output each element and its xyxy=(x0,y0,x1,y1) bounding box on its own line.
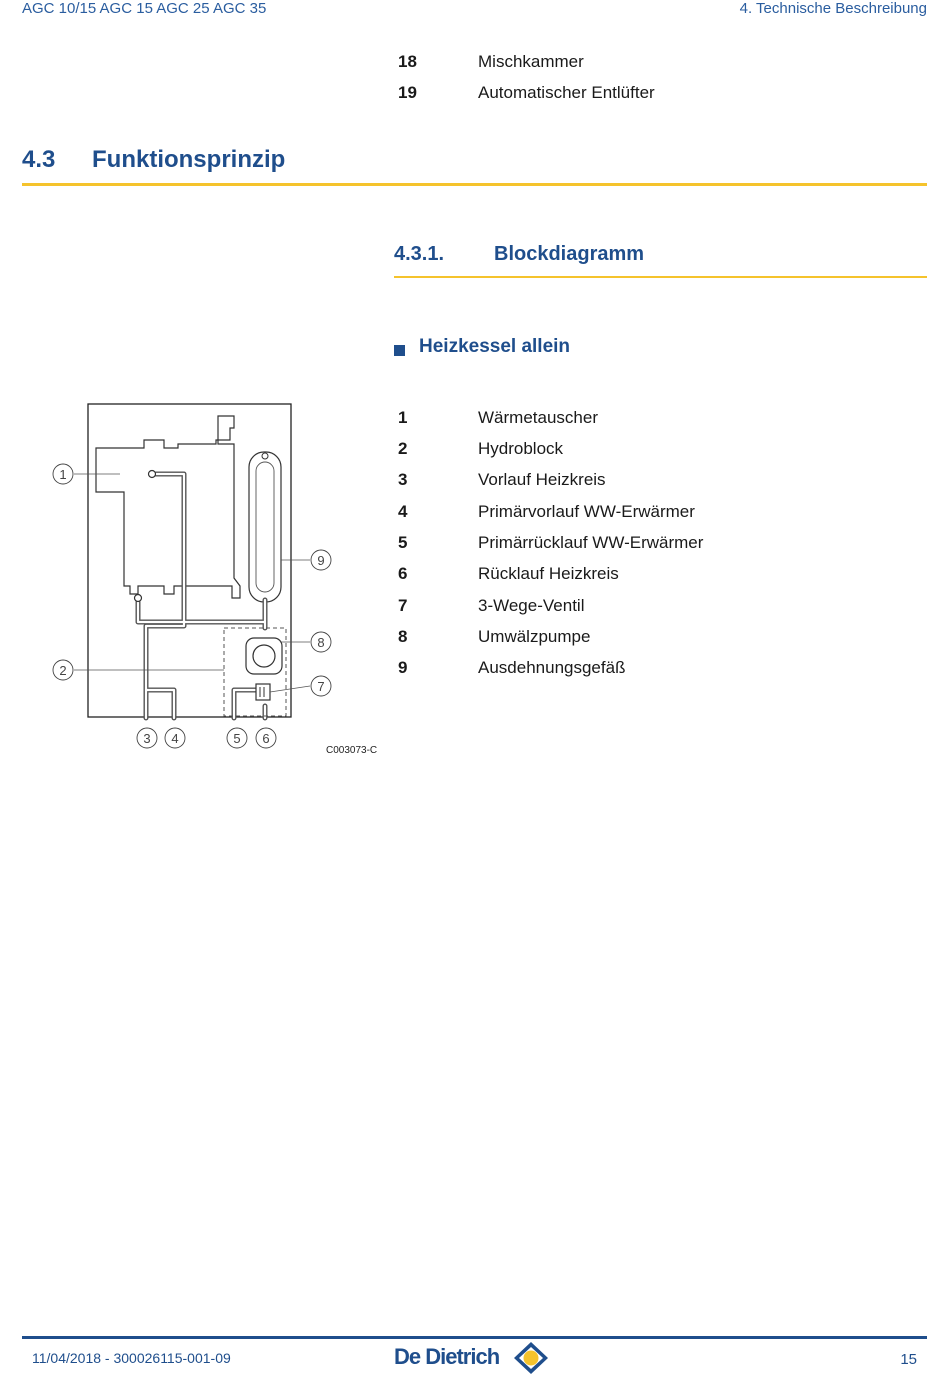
header-chapter-title: 4. Technische Beschreibung xyxy=(739,0,927,17)
legend-text: Primärvorlauf WW-Erwärmer xyxy=(478,502,695,521)
legend-number: 5 xyxy=(398,533,408,552)
three-way-valve xyxy=(256,684,270,700)
page-number: 15 xyxy=(900,1351,917,1368)
legend-text: Vorlauf Heizkreis xyxy=(478,470,606,489)
legend-text: 3-Wege-Ventil xyxy=(478,596,585,615)
subsection-heading xyxy=(394,243,927,278)
legend-number: 8 xyxy=(398,627,408,646)
footer-doc-reference: 11/04/2018 - 300026115-001-09 xyxy=(32,1350,231,1366)
legend-number: 6 xyxy=(398,564,408,583)
section-title: Funktionsprinzip xyxy=(92,146,286,173)
legend-number: 1 xyxy=(398,408,408,427)
section-heading xyxy=(22,146,927,186)
pump xyxy=(246,638,282,674)
diamond-logo-icon xyxy=(513,1341,549,1375)
callout-label: 6 xyxy=(262,731,270,746)
callout-label: 2 xyxy=(59,663,67,678)
footer-rule xyxy=(22,1336,927,1339)
legend-text: Mischkammer xyxy=(478,52,584,71)
legend-number: 3 xyxy=(398,470,408,489)
subsection-number: 4.3.1. xyxy=(394,243,445,265)
block-diagram xyxy=(44,400,384,760)
legend-number: 2 xyxy=(398,439,408,458)
legend-text: Ausdehnungsgefäß xyxy=(478,658,626,677)
subsection-title: Blockdiagramm xyxy=(494,243,645,265)
square-bullet-icon xyxy=(394,345,405,356)
callout-label: 7 xyxy=(317,679,325,694)
callout-label: 3 xyxy=(143,731,151,746)
section-number: 4.3 xyxy=(22,146,56,173)
legend-text: Primärrücklauf WW-Erwärmer xyxy=(478,533,704,552)
legend-number: 19 xyxy=(398,83,417,102)
legend-text: Hydroblock xyxy=(478,439,564,458)
callout-label: 5 xyxy=(233,731,241,746)
brand-logo xyxy=(394,1341,564,1375)
callout-label: 4 xyxy=(171,731,179,746)
legend-text: Rücklauf Heizkreis xyxy=(478,564,619,583)
legend-number: 18 xyxy=(398,52,417,71)
callout-circles xyxy=(53,464,331,748)
legend-number: 7 xyxy=(398,596,408,615)
legend-text: Automatischer Entlüfter xyxy=(478,83,655,102)
brand-name: De Dietrich xyxy=(394,1344,500,1369)
heat-exchanger-outline xyxy=(96,416,240,598)
legend-text: Wärmetauscher xyxy=(478,408,598,427)
header-product-models: AGC 10/15 AGC 15 AGC 25 AGC 35 xyxy=(22,0,267,17)
legend-number: 9 xyxy=(398,658,408,677)
legend-number: 4 xyxy=(398,502,408,521)
callout-label: 1 xyxy=(59,467,67,482)
callout-label: 8 xyxy=(317,635,325,650)
subsubsection-title: Heizkessel allein xyxy=(419,336,571,357)
legend-text: Umwälzpumpe xyxy=(478,627,591,646)
callout-label: 9 xyxy=(317,553,325,568)
expansion-vessel xyxy=(249,452,281,602)
diagram-reference-code: C003073-C xyxy=(326,745,378,756)
